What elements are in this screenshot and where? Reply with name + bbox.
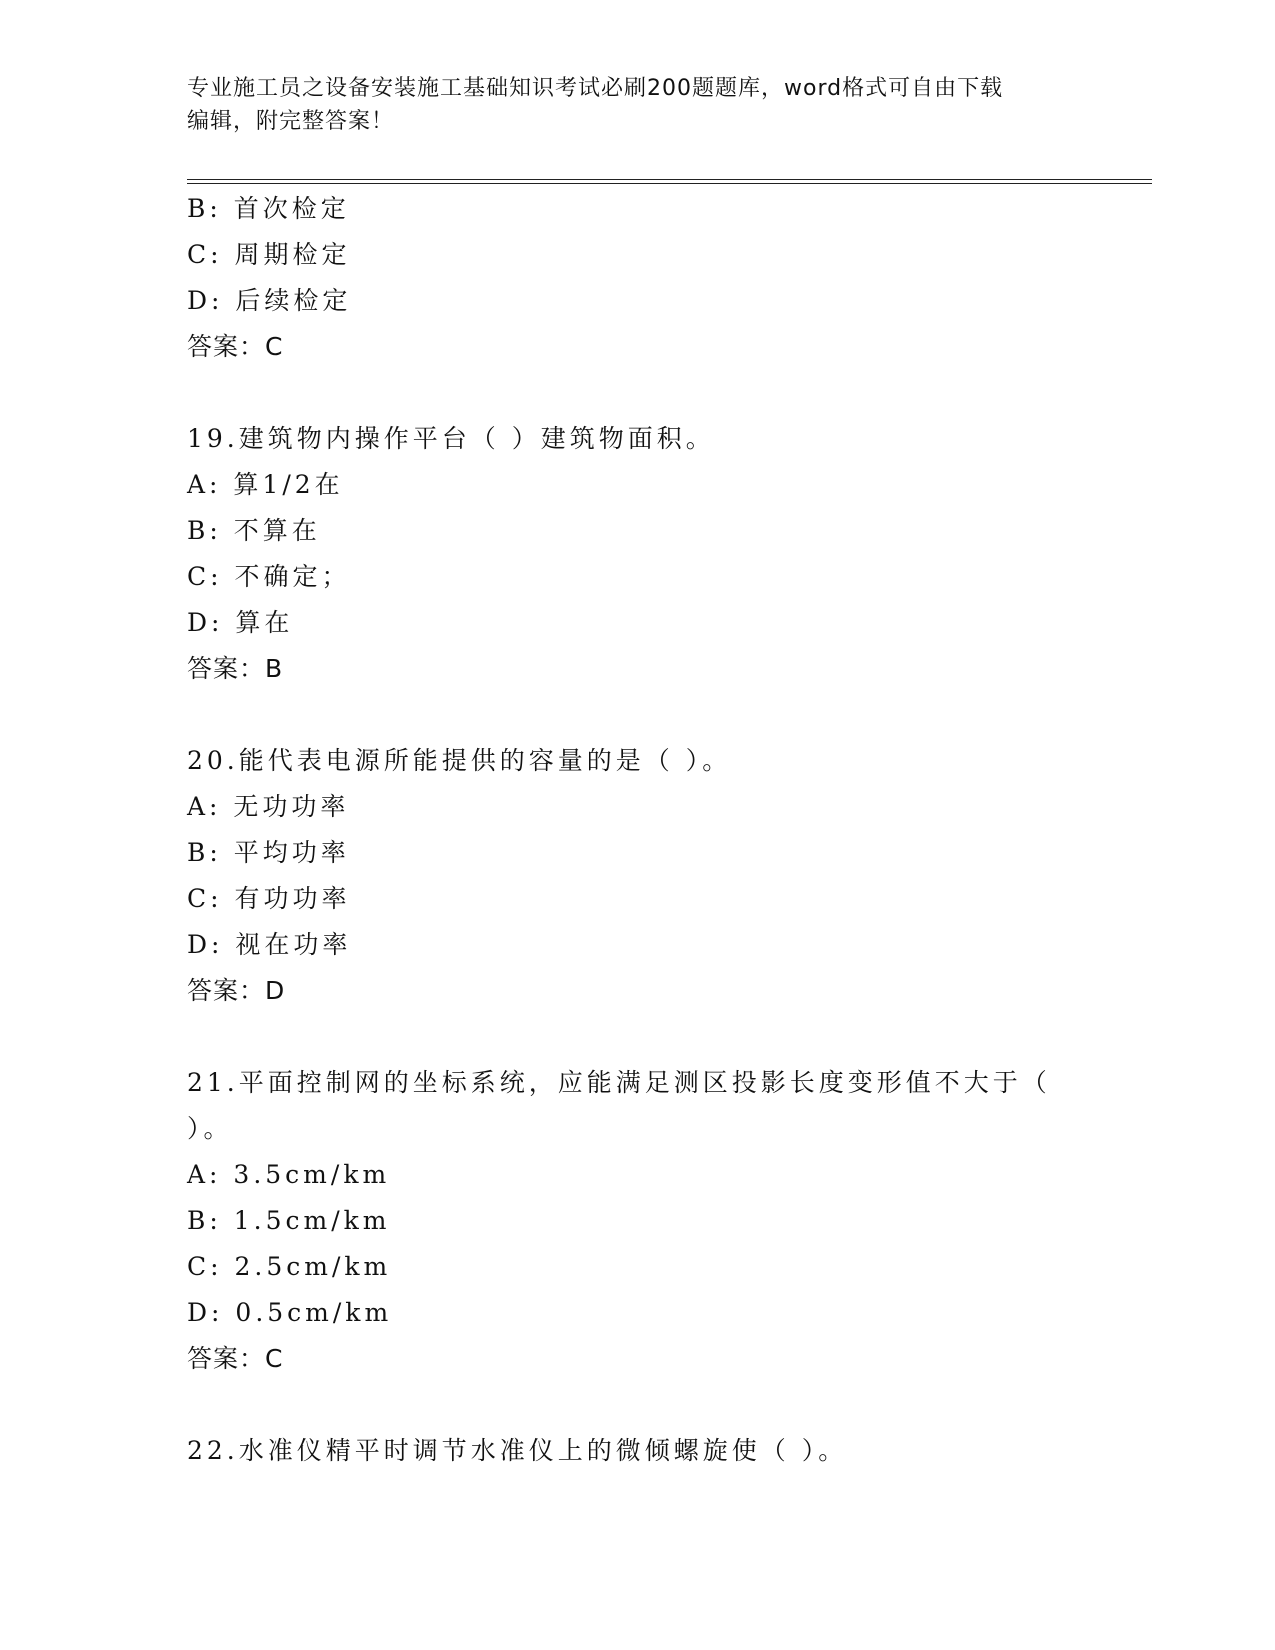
spacer bbox=[187, 692, 1087, 738]
question-list bbox=[187, 186, 1087, 1474]
spacer bbox=[187, 370, 1087, 416]
question-21-option-c: C: 2.5cm/km bbox=[187, 1252, 392, 1281]
question-19-answer: 答案：B bbox=[187, 654, 284, 683]
question-18-option-c: C: 周期检定 bbox=[187, 240, 351, 269]
question-20-answer: 答案：D bbox=[187, 976, 286, 1005]
question-21-option-b: B: 1.5cm/km bbox=[187, 1206, 391, 1235]
question-22 bbox=[187, 1428, 1087, 1474]
question-20-option-d: D: 视在功率 bbox=[187, 930, 352, 959]
spacer bbox=[187, 1382, 1087, 1428]
header-divider-top bbox=[187, 179, 1152, 180]
header-divider-bottom bbox=[187, 183, 1152, 184]
question-20-text: 20.能代表电源所能提供的容量的是（ ）。 bbox=[187, 746, 732, 775]
header-title-line-1: 专业施工员之设备安装施工基础知识考试必刷200题题库，word格式可自由下载 bbox=[187, 76, 1004, 101]
question-18-answer: 答案：C bbox=[187, 332, 284, 361]
question-19-option-d: D: 算在 bbox=[187, 608, 294, 637]
question-18 bbox=[187, 186, 1087, 370]
question-21-answer: 答案：C bbox=[187, 1344, 284, 1373]
question-21-text-line-2: ）。 bbox=[187, 1114, 233, 1143]
question-18-option-b: B: 首次检定 bbox=[187, 194, 350, 223]
header-title-line-2: 编辑，附完整答案！ bbox=[187, 109, 395, 134]
question-19-option-c: C: 不确定； bbox=[187, 562, 351, 591]
question-19-option-a: A: 算1/2在 bbox=[187, 470, 344, 499]
question-21 bbox=[187, 1060, 1087, 1382]
question-18-option-d: D: 后续检定 bbox=[187, 286, 352, 315]
question-20-option-c: C: 有功功率 bbox=[187, 884, 351, 913]
spacer bbox=[187, 1014, 1087, 1060]
question-20 bbox=[187, 738, 1087, 1014]
question-19-option-b: B: 不算在 bbox=[187, 516, 321, 545]
question-21-option-a: A: 3.5cm/km bbox=[187, 1160, 391, 1189]
question-22-text: 22.水准仪精平时调节水准仪上的微倾螺旋使（ ）。 bbox=[187, 1436, 848, 1465]
question-20-option-b: B: 平均功率 bbox=[187, 838, 350, 867]
document-header bbox=[187, 72, 1067, 138]
question-19-text: 19.建筑物内操作平台（ ）建筑物面积。 bbox=[187, 424, 715, 453]
question-20-option-a: A: 无功功率 bbox=[187, 792, 350, 821]
question-19 bbox=[187, 416, 1087, 692]
question-21-text-line-1: 21.平面控制网的坐标系统，应能满足测区投影长度变形值不大于（ bbox=[187, 1068, 1051, 1097]
question-21-option-d: D: 0.5cm/km bbox=[187, 1298, 393, 1327]
